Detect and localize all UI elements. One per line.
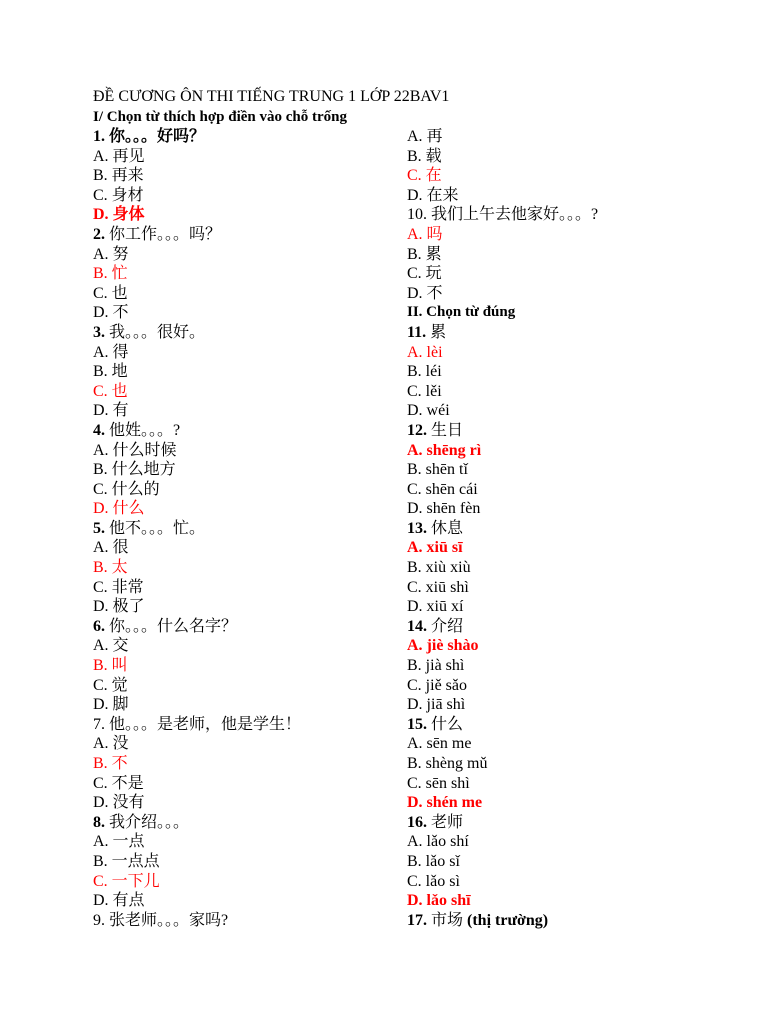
- line-text: 生日: [427, 421, 464, 439]
- line-text: D. 不: [93, 304, 129, 322]
- option-line: [93, 832, 393, 852]
- question-line: [93, 715, 393, 735]
- line-text: II. Chọn từ đúng: [407, 304, 516, 321]
- question-line: [407, 813, 747, 833]
- line-text: C. 非常: [93, 578, 144, 596]
- line-text: C. 在: [407, 167, 442, 185]
- answer-option-line: [407, 225, 747, 245]
- line-text: B. 太: [93, 559, 128, 577]
- option-line: [93, 793, 393, 813]
- line-text: A. xiū sī: [407, 539, 463, 557]
- line-text: 10. 我们上午去他家好。。。?: [407, 206, 599, 224]
- line-text: A. 再: [407, 128, 443, 145]
- line-text: D. 脚: [93, 696, 129, 714]
- line-text: A. 一点: [93, 833, 145, 851]
- option-line: [93, 186, 393, 206]
- line-text: D. xiū xí: [407, 598, 464, 616]
- line-text: A. 吗: [407, 225, 443, 243]
- line-text: C. 不是: [93, 774, 144, 792]
- question-number: 15.: [407, 715, 427, 733]
- line-text: A. 什么时候: [93, 441, 177, 459]
- line-text: D. 有: [93, 402, 129, 420]
- line-text: 9. 张老师。。。家吗?: [93, 911, 229, 929]
- question-line: [93, 813, 393, 833]
- line-text: B. 载: [407, 147, 442, 165]
- line-text: A. jiè shào: [407, 637, 479, 655]
- option-line: [407, 147, 747, 167]
- option-line: [407, 362, 747, 382]
- option-line: [407, 578, 747, 598]
- line-text: A. 没: [93, 735, 129, 753]
- line-text: 你。。。好吗？: [105, 128, 206, 145]
- line-text: 他不。。。忙。: [105, 519, 206, 537]
- line-text: 我介绍。。。: [105, 813, 190, 831]
- line-text: C. 也: [93, 382, 128, 400]
- option-line: [407, 284, 747, 304]
- left-column: [93, 127, 393, 930]
- line-text: D. 不: [407, 284, 443, 302]
- line-text: C. xiū shì: [407, 578, 469, 596]
- line-text: B. 叫: [93, 657, 128, 675]
- option-line: [93, 734, 393, 754]
- line-text: 休息: [427, 519, 464, 537]
- line-text: D. wéi: [407, 402, 450, 420]
- line-text: B. 累: [407, 245, 442, 263]
- question-number: 5.: [93, 519, 105, 537]
- line-text: 累: [426, 323, 447, 341]
- section-heading-1: I/ Chọn từ thích hợp điền vào chỗ trống: [93, 109, 348, 125]
- answer-option-line: [93, 382, 393, 402]
- line-text: C. lǎo sì: [407, 872, 460, 890]
- line-text: C. jiě sǎo: [407, 676, 467, 694]
- translation-note: (thị trường): [467, 911, 549, 929]
- document-header: [93, 87, 713, 127]
- question-number: 3.: [93, 323, 105, 341]
- question-number: 6.: [93, 617, 105, 635]
- question-number: 16.: [407, 813, 427, 831]
- option-line: [93, 891, 393, 911]
- line-text: B. 地: [93, 363, 128, 381]
- line-text: 介绍: [427, 617, 464, 635]
- line-text: C. 觉: [93, 676, 128, 694]
- section-heading-2: [407, 303, 747, 323]
- question-number: 1.: [93, 128, 105, 145]
- line-text: 他姓。。。?: [105, 421, 181, 439]
- option-line: [93, 147, 393, 167]
- option-line: [93, 303, 393, 323]
- option-line: [93, 460, 393, 480]
- answer-option-line: [407, 166, 747, 186]
- question-line: [93, 519, 393, 539]
- option-line: [407, 734, 747, 754]
- line-text: A. 得: [93, 343, 129, 361]
- line-text: D. lǎo shī: [407, 892, 471, 910]
- answer-option-line: [407, 343, 747, 363]
- line-text: D. 极了: [93, 598, 145, 616]
- option-line: [407, 264, 747, 284]
- question-number: 11.: [407, 323, 427, 341]
- line-text: A. shēng rì: [407, 441, 482, 459]
- line-text: B. 再来: [93, 167, 144, 185]
- line-text: D. jiā shì: [407, 696, 466, 714]
- answer-option-line: [93, 656, 393, 676]
- option-line: [407, 852, 747, 872]
- question-line: [407, 421, 747, 441]
- answer-option-line: [407, 538, 747, 558]
- line-text: 市场: [427, 911, 468, 929]
- option-line: [93, 401, 393, 421]
- option-line: [407, 774, 747, 794]
- line-text: D. shēn fèn: [407, 500, 481, 518]
- line-text: 什么: [427, 715, 464, 733]
- question-line: [93, 911, 393, 931]
- option-line: [407, 382, 747, 402]
- answer-option-line: [93, 754, 393, 774]
- answer-option-line: [407, 793, 747, 813]
- option-line: [93, 362, 393, 382]
- line-text: B. 忙: [93, 265, 128, 283]
- answer-option-line: [407, 636, 747, 656]
- answer-option-line: [93, 872, 393, 892]
- question-line: [407, 617, 747, 637]
- option-line: [407, 754, 747, 774]
- answer-option-line: [93, 499, 393, 519]
- line-text: B. shèng mǔ: [407, 755, 488, 772]
- line-text: A. sēn me: [407, 735, 472, 753]
- document-title: ĐỀ CƯƠNG ÔN THI TIẾNG TRUNG 1 LỚP 22BAV1: [93, 88, 450, 105]
- option-line: [93, 852, 393, 872]
- question-number: 2.: [93, 225, 105, 243]
- line-text: C. 玩: [407, 265, 442, 283]
- option-line: [93, 538, 393, 558]
- line-text: B. léi: [407, 363, 442, 381]
- question-line: [93, 127, 393, 147]
- question-number: 14.: [407, 617, 427, 635]
- option-line: [93, 166, 393, 186]
- option-line: [93, 284, 393, 304]
- line-text: D. shén me: [407, 794, 483, 812]
- question-line: [93, 323, 393, 343]
- question-line: [93, 225, 393, 245]
- line-text: C. 什么的: [93, 480, 160, 498]
- question-line: [407, 715, 747, 735]
- option-line: [407, 676, 747, 696]
- line-text: A. 很: [93, 539, 129, 557]
- line-text: A. lǎo shí: [407, 833, 469, 851]
- line-text: 你工作。。。吗？: [105, 225, 222, 243]
- answer-option-line: [407, 441, 747, 461]
- line-text: 我。。。很好。: [105, 323, 206, 341]
- line-text: A. lèi: [407, 343, 443, 361]
- option-line: [93, 676, 393, 696]
- option-line: [407, 245, 747, 265]
- line-text: A. 交: [93, 637, 129, 655]
- line-text: D. 什么: [93, 500, 145, 518]
- option-line: [407, 480, 747, 500]
- question-line: [407, 323, 747, 343]
- line-text: D. 在来: [407, 186, 459, 204]
- line-text: C. 也: [93, 284, 128, 302]
- option-line: [407, 499, 747, 519]
- line-text: 老师: [427, 813, 464, 831]
- answer-option-line: [93, 558, 393, 578]
- option-line: [93, 441, 393, 461]
- question-number: 13.: [407, 519, 427, 537]
- option-line: [93, 343, 393, 363]
- line-text: B. shēn tǐ: [407, 461, 468, 479]
- option-line: [407, 558, 747, 578]
- option-line: [93, 774, 393, 794]
- right-column: [407, 127, 747, 930]
- question-number: 17.: [407, 911, 427, 929]
- question-line: [93, 421, 393, 441]
- answer-option-line: [93, 264, 393, 284]
- line-text: A. 努: [93, 245, 129, 263]
- line-text: A. 再见: [93, 147, 145, 165]
- line-text: C. shēn cái: [407, 480, 478, 498]
- question-line: [407, 205, 747, 225]
- line-text: B. xiù xiù: [407, 559, 471, 577]
- line-text: 你。。。什么名字？: [105, 617, 238, 635]
- option-line: [407, 597, 747, 617]
- option-line: [93, 636, 393, 656]
- answer-option-line: [93, 205, 393, 225]
- answer-option-line: [407, 891, 747, 911]
- question-line: [407, 911, 747, 931]
- line-text: 7. 他。。。是老师，他是学生！: [93, 715, 302, 733]
- option-line: [407, 401, 747, 421]
- question-number: 4.: [93, 421, 105, 439]
- option-line: [93, 695, 393, 715]
- question-line: [93, 617, 393, 637]
- option-line: [93, 480, 393, 500]
- line-text: C. lěi: [407, 382, 442, 400]
- question-line: [407, 519, 747, 539]
- option-line: [93, 245, 393, 265]
- line-text: D. 没有: [93, 794, 145, 812]
- line-text: C. sēn shì: [407, 774, 470, 792]
- line-text: B. jià shì: [407, 657, 465, 675]
- question-number: 12.: [407, 421, 427, 439]
- option-line: [407, 186, 747, 206]
- option-line: [407, 872, 747, 892]
- line-text: D. 身体: [93, 206, 145, 224]
- option-line: [93, 578, 393, 598]
- line-text: B. 一点点: [93, 852, 160, 870]
- line-text: C. 一下儿: [93, 872, 160, 890]
- option-line: [407, 460, 747, 480]
- line-text: B. 什么地方: [93, 461, 176, 479]
- option-line: [407, 656, 747, 676]
- line-text: B. 不: [93, 755, 128, 772]
- line-text: C. 身材: [93, 186, 144, 204]
- question-number: 8.: [93, 813, 105, 831]
- option-line: [407, 127, 747, 147]
- line-text: D. 有点: [93, 892, 145, 910]
- line-text: B. lǎo sǐ: [407, 852, 460, 870]
- option-line: [407, 832, 747, 852]
- option-line: [93, 597, 393, 617]
- option-line: [407, 695, 747, 715]
